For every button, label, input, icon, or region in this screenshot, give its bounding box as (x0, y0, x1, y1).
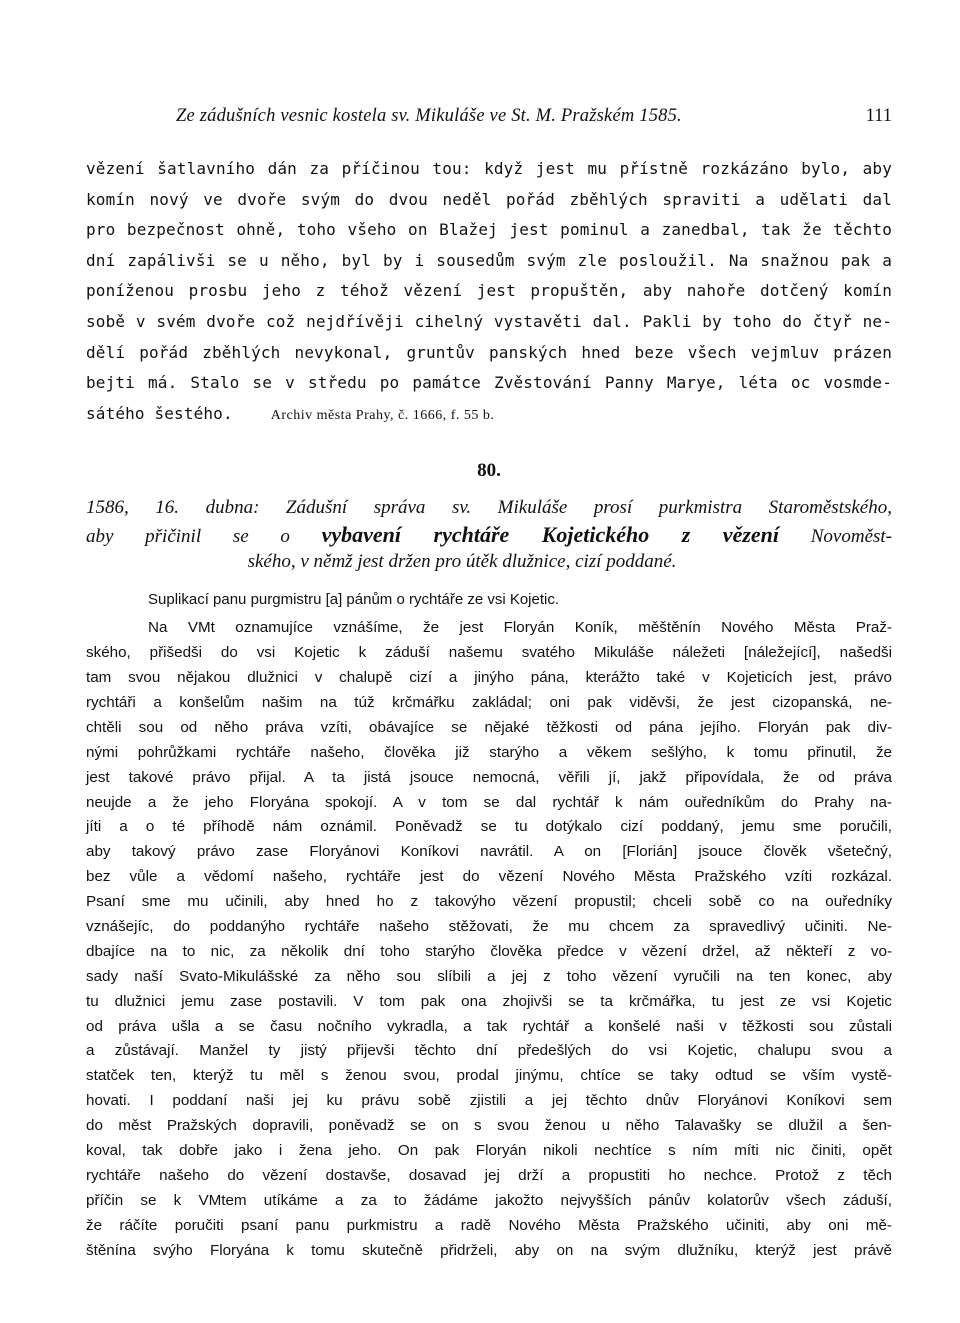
body-line: rychtáře našeho do vězení dostavše, dosavad jej drží a propustiti ho nechce. Protož z těch (86, 1166, 892, 1184)
regest-text: Novoměst- (779, 526, 893, 548)
body-line: bez vůle a vědomí našeho, rychtáře jest do vězení Nového Města Pražského vzíti rozkázal. (86, 868, 892, 886)
closing-text: sátého šestého. (86, 403, 233, 423)
body-line: jest takové právo přijal. A ta jistá jsouce nemocná, věřili jí, jakž připovídala, že od práva (86, 768, 892, 786)
body-line: dbajíce na to nic, za několik dní toho starýho člověka předce v vězení držel, až někteří z vo- (86, 942, 892, 960)
previous-document-tail (86, 154, 892, 429)
regest-line: 1586, 16. dubna: Zádušní správa sv. Mikuláše prosí purkmistra Staroměstského, (86, 497, 892, 519)
source-note: Archiv města Prahy, č. 1666, f. 55 b. (270, 407, 495, 423)
document-number: 80. (477, 460, 501, 482)
body-line: a zůstávají. Manžel ty jistý přijevši těchto dní předešlých do vsi Kojetic, chalupu svou a (86, 1042, 892, 1060)
text-line: pro bezpečnost ohně, toho všeho on Blažej jest pominul a zanedbal, tak že těchto (86, 220, 892, 240)
body-line: statček ten, kterýž tu měl s ženou svou, prodal jinýmu, chtíce se taky odtud se vším vystě- (86, 1067, 892, 1085)
body-line: sady naší Svato-Mikulášské za něho sou slíbili a jej z toho vězení vyručili na ten konec, aby (86, 967, 892, 985)
text-line: bejti má. Stalo se v středu po památce Zvěstování Panny Marye, léta oc vosmde- (86, 373, 892, 393)
body-line: neujde a že jeho Floryána spokojí. A v tom se dal rychtář k nám ouředníkům do Prahy na- (86, 793, 892, 811)
body-line: příčin se k VMtem utíkáme a za to žádáme jakožto nejvyšších pánův kolatorův všech záduší, (86, 1191, 892, 1209)
text-line: sobě v svém dvoře což nejdřívěji cihelný vystavěti dal. Pakli by toho do čtyř ne- (86, 311, 892, 331)
body-line: od práva ušla a se času nočního vykradla, a tak rychtář a konšelé naši v těžkosti sou zůstali (86, 1017, 892, 1035)
body-line: hovati. I poddaní naši jej ku právu sobě zjistili a jej těchto dnův Floryánovi Koníkovi sem (86, 1092, 892, 1110)
body-line: aby takový právo zase Floryánovi Koníkovi navrátil. A on [Florián] jsouce člověk všetečný, (86, 843, 892, 861)
text-line: dní zapálivši se u něho, byl by i sousedům svým zle posloužil. Na snažnou pak a (86, 250, 892, 270)
document-heading: Suplikací panu purgmistru [a] pánům o rychtáře ze vsi Kojetic. (148, 591, 560, 609)
regest-line (86, 521, 892, 548)
page (86, 102, 892, 1264)
text-line: dělí pořád zběhlých nevykonal, gruntův panských hned beze všech vejmluv prázen (86, 342, 892, 362)
body-line: Na VMt oznamujíce vznášíme, že jest Floryán Koník, měštěnín Nového Města Praž- (148, 619, 892, 637)
body-line: do měst Pražských dopravili, poněvadž se on s svou ženou u něho Talavašky se dlužil a šen- (86, 1117, 892, 1135)
body-line: tu dlužnici jemu zase postavili. V tom pak ona zhojivši se ta krčmářka, tu jest ze vsi Kojetic (86, 992, 892, 1010)
document-body (86, 616, 892, 1263)
body-line: chtěli sou od něho práva vzíti, obávajíce se nějaké těžkosti od pána jejího. Floryán pak div- (86, 718, 892, 736)
body-line: štěnína svýho Floryána k tomu skutečně přidrželi, aby on na svým dlužníku, kterýž jest právě (86, 1241, 892, 1259)
regest-text: aby přičinil se o (86, 526, 322, 548)
body-line: Psaní sme mu učinili, aby hned ho z takovýho vězení propustil; chceli sobě co na ouředníky (86, 893, 892, 911)
regest-line: ského, v němž jest držen pro útěk dlužnice, cizí poddané. (247, 551, 677, 573)
text-line-last (86, 399, 892, 430)
body-line: ského, přišedši do vsi Kojetic k záduší našemu svatého Mikuláše náležeti [náležející], našedši (86, 644, 892, 662)
regest-emphasis: vybavení rychtáře Kojetického z vězení (321, 522, 780, 548)
page-number: 111 (865, 106, 892, 126)
text-line: poníženou prosbu jeho z téhož vězení jest propuštěn, aby nahoře dotčený komín (86, 281, 892, 301)
body-line: jíti a o té příhodě nám oznámil. Poněvadž se tu dotýkalo cizí poddaný, jemu sme poručili, (86, 818, 892, 836)
regest (86, 494, 892, 575)
body-line: nými pohrůžkami rychtáře našeho, člověka již starýho a věkem sešlýho, k tomu přinutil, že (86, 743, 892, 761)
text-line: vězení šatlavního dán za příčinou tou: když jest mu přístně rozkázáno bylo, aby (86, 159, 892, 178)
body-line: koval, tak dobře jako i žena jeho. On pak Floryán nikoli nechtíce s ním míti nic činiti, opět (86, 1142, 892, 1160)
body-line: rychtáři a konšelům našim na túž krčmářku zakládal; oni pak viděvši, že jest cizopanská, ne- (86, 694, 892, 712)
body-line: že ráčíte poručiti psaní panu purkmistru a radě Nového Města Pražského učiniti, aby oni mě- (86, 1216, 892, 1234)
body-line: tam svou nějakou dlužnici v chalupě cizí a jinýho pána, kterážto také v Kojeticích jest, právo (86, 669, 892, 687)
body-line: vznášejíc, do poddanýho rychtáře našeho stěžovati, že mu chcem za spravedlivý učiniti. Ne- (86, 918, 892, 936)
text-line: komín nový ve dvoře svým do dvou neděl pořád zběhlých spraviti a udělati dal (86, 189, 892, 209)
running-head: Ze zádušních vesnic kostela sv. Mikuláše ve St. M. Pražském 1585. (176, 106, 682, 126)
page-header (86, 102, 892, 132)
